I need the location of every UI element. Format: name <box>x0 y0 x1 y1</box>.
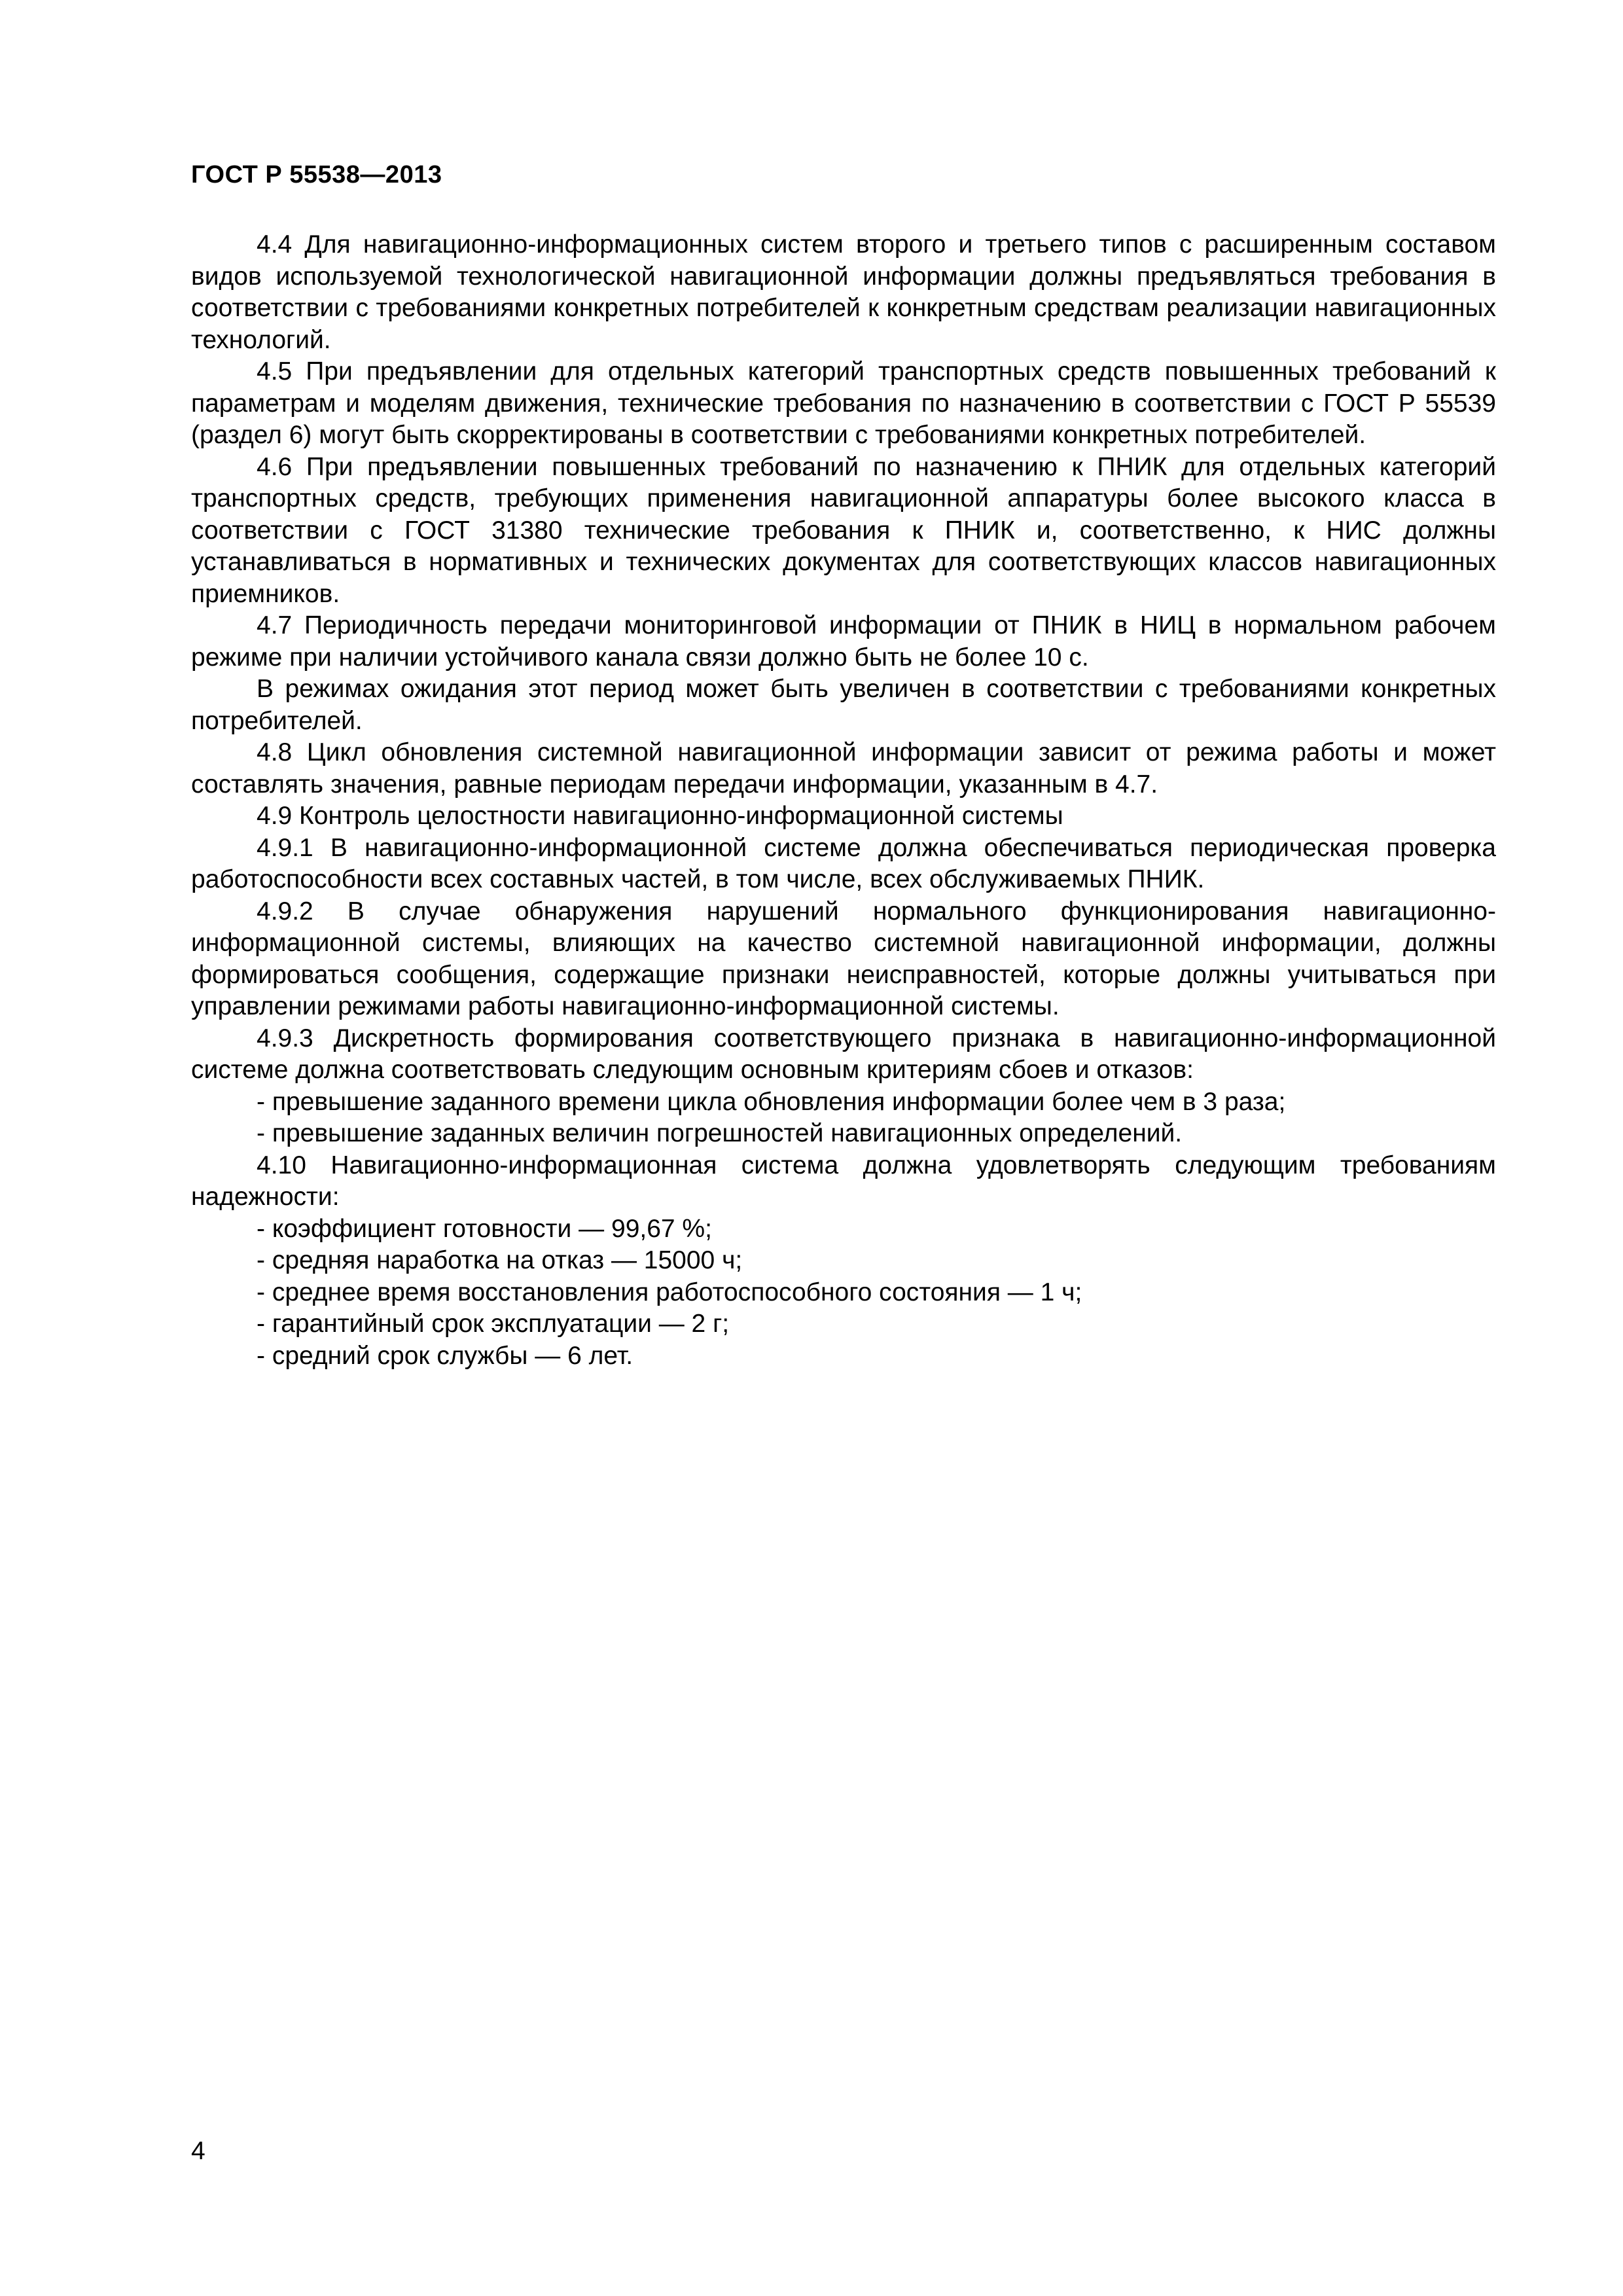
page-number: 4 <box>191 2137 205 2165</box>
paragraph-4-8: 4.8 Цикл обновления системной навигационной информации зависит от режима работы и может составлять значения, равные периодам передачи информации, указанным в 4.7. <box>191 738 1496 798</box>
reliability-item: - средний срок службы — 6 лет. <box>257 1341 633 1370</box>
paragraph-4-9-2: 4.9.2 В случае обнаружения нарушений нормального функционирования навигационно-информационной системы, влияющих на качество системной навигационной информации, должны формироваться сообщения, содержащие признаки неисправностей, которые должны учитываться при управлении режимами работы навигационно-информационной системы. <box>191 897 1496 1020</box>
reliability-item: - среднее время восстановления работоспособного состояния — 1 ч; <box>257 1278 1082 1306</box>
paragraph-4-10: 4.10 Навигационно-информационная система должна удовлетворять следующим требованиям надежности: <box>191 1151 1496 1211</box>
paragraph-4-7: 4.7 Периодичность передачи мониторинговой информации от ПНИК в НИЦ в нормальном рабочем режиме при наличии устойчивого канала связи должно быть не более 10 с. <box>191 611 1496 672</box>
document-header: ГОСТ Р 55538—2013 <box>191 161 442 188</box>
paragraph-4-6: 4.6 При предъявлении повышенных требований по назначению к ПНИК для отдельных категорий транспортных средств, требующих применения навигационной аппаратуры более высокого класса в соответствии с ГОСТ 31380 технические требования к ПНИК и, соответственно, к НИС должны устанавливаться в нормативных и технических документах для соответствующих классов навигационных приемников. <box>191 452 1496 608</box>
criteria-item: - превышение заданных величин погрешностей навигационных определений. <box>257 1119 1183 1147</box>
reliability-item: - коэффициент готовности — 99,67 %; <box>257 1214 712 1243</box>
paragraph-4-4: 4.4 Для навигационно-информационных систем второго и третьего типов с расширенным составом видов используемой технологической навигационной информации должны предъявляться требования в соответствии с требованиями конкретных потребителей к конкретным средствам реализации навигационных технологий. <box>191 230 1496 354</box>
reliability-item: - средняя наработка на отказ — 15000 ч; <box>257 1246 743 1274</box>
paragraph-4-9-3: 4.9.3 Дискретность формирования соответствующего признака в навигационно-информационной системе должна соответствовать следующим основным критериям сбоев и отказов: <box>191 1024 1496 1084</box>
paragraph-4-5: 4.5 При предъявлении для отдельных категорий транспортных средств повышенных требований к параметрам и моделям движения, технические требования по назначению в соответствии с ГОСТ Р 55539 (раздел 6) могут быть скорректированы в соответствии с требованиями конкретных потребителей. <box>191 357 1496 449</box>
reliability-item: - гарантийный срок эксплуатации — 2 г; <box>257 1310 730 1338</box>
criteria-item: - превышение заданного времени цикла обновления информации более чем в 3 раза; <box>257 1087 1286 1116</box>
paragraph-4-9: 4.9 Контроль целостности навигационно-информационной системы <box>257 802 1063 830</box>
paragraph-4-7-continued: В режимах ожидания этот период может быть увеличен в соответствии с требованиями конкретных потребителей. <box>191 675 1496 735</box>
document-body <box>191 229 1496 1372</box>
paragraph-4-9-1: 4.9.1 В навигационно-информационной системе должна обеспечиваться периодическая проверка работоспособности всех составных частей, в том числе, всех обслуживаемых ПНИК. <box>191 833 1496 893</box>
